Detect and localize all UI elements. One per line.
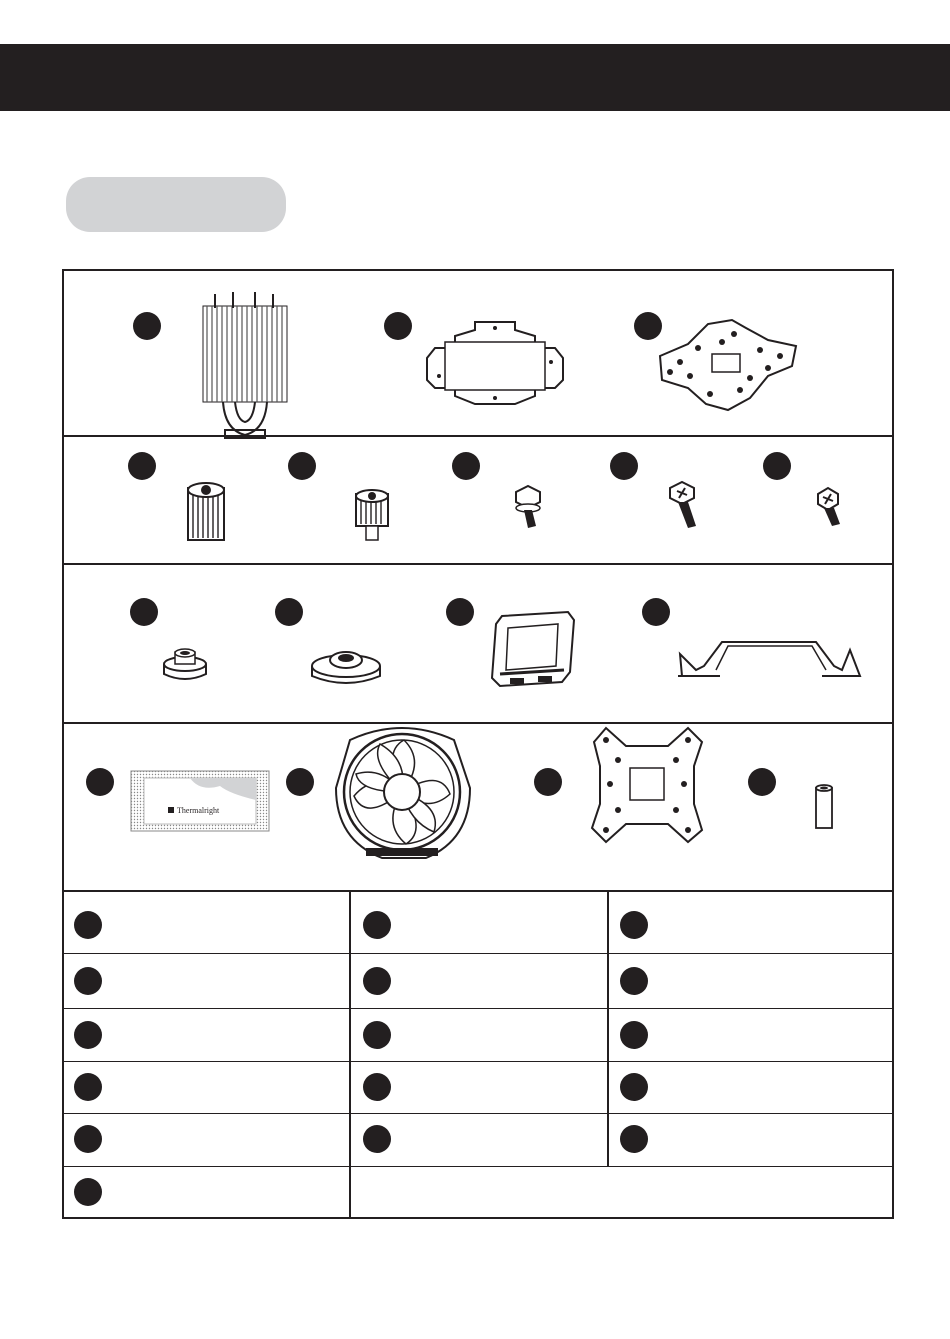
legend-row-divider-3 [62,1061,894,1062]
standoff-tube-image [812,784,836,832]
legend-marker-5 [363,967,391,995]
legend-column-divider-1 [349,891,351,1218]
part-marker-2 [384,312,412,340]
part-marker-16 [748,768,776,796]
legend-marker-4 [74,967,102,995]
legend-marker-14 [363,1125,391,1153]
legend-row-divider-2 [62,1008,894,1009]
spacer-small-image [160,648,210,684]
phillips-screw-short-image [812,486,848,528]
legend-marker-16 [74,1178,102,1206]
part-marker-7 [610,452,638,480]
part-marker-14 [286,768,314,796]
legend-marker-6 [620,967,648,995]
cooling-fan-image [330,722,476,864]
intel-backplate-image [650,318,800,413]
section-label-pill [66,177,286,232]
part-marker-15 [534,768,562,796]
legend-marker-2 [363,911,391,939]
thermalright-logo: Thermalright [177,806,220,815]
row-divider-3 [62,722,894,724]
legend-marker-9 [620,1021,648,1049]
legend-marker-7 [74,1021,102,1049]
part-marker-11 [446,598,474,626]
part-marker-12 [642,598,670,626]
fan-clip-image [676,636,862,680]
part-marker-5 [288,452,316,480]
legend-column-divider-2 [607,891,609,1166]
legend-row-divider-4 [62,1113,894,1114]
part-marker-13 [86,768,114,796]
part-marker-1 [133,312,161,340]
heatsink-tower-image [195,290,295,445]
phillips-screw-long-image [664,480,704,530]
legend-marker-1 [74,911,102,939]
standoff-nut-long-image [184,482,228,546]
spacer-large-image [308,644,384,690]
legend-marker-10 [74,1073,102,1101]
legend-marker-15 [620,1125,648,1153]
row-divider-2 [62,563,894,565]
legend-row-divider-5 [62,1166,894,1167]
header-bar [0,44,950,111]
row-divider-4 [62,890,894,892]
row-divider-1 [62,435,894,437]
standoff-nut-short-image [352,488,392,546]
legend-marker-11 [363,1073,391,1101]
legend-marker-13 [74,1125,102,1153]
backplate-bracket-image [415,318,575,410]
legend-marker-3 [620,911,648,939]
hex-screw-washer-image [508,484,548,530]
legend-row-divider-1 [62,953,894,954]
legend-marker-12 [620,1073,648,1101]
part-marker-6 [452,452,480,480]
mounting-frame-image [488,610,578,690]
legend-marker-8 [363,1021,391,1049]
part-marker-8 [763,452,791,480]
part-marker-10 [275,598,303,626]
thermal-pad-package-image [130,770,270,832]
part-marker-4 [128,452,156,480]
part-marker-9 [130,598,158,626]
amd-backplate-image [576,726,718,844]
